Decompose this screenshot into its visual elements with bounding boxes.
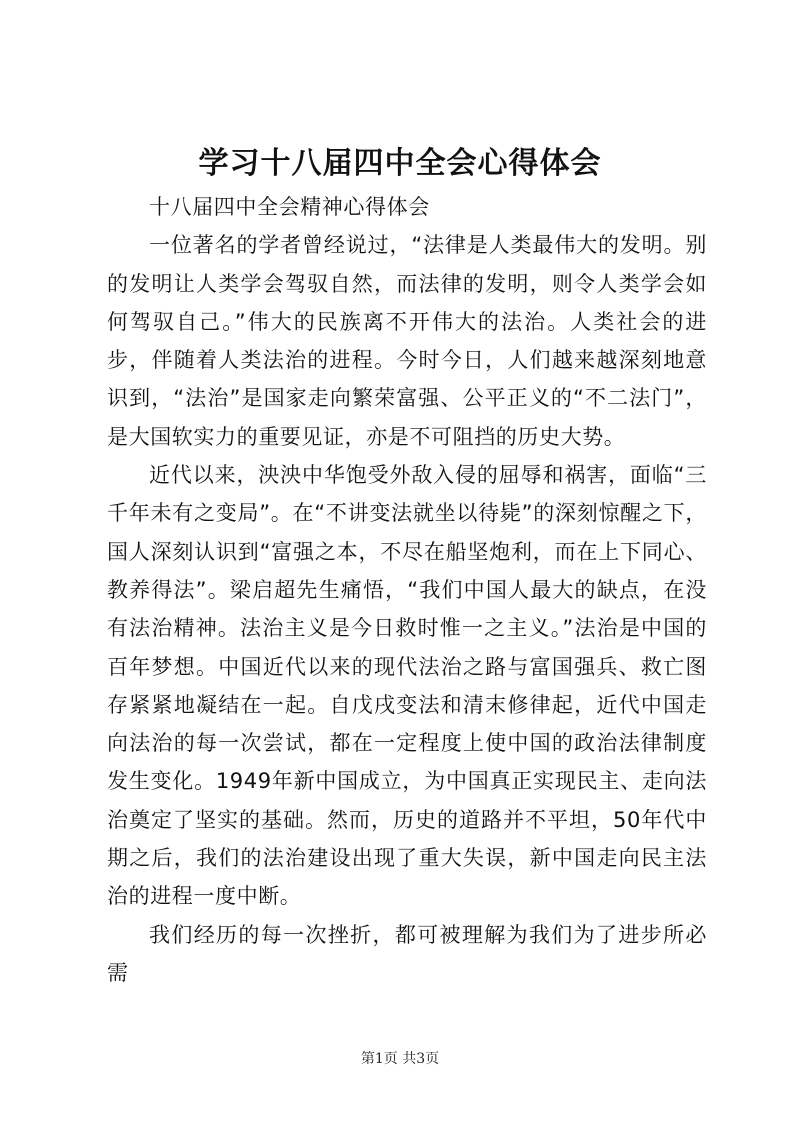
body-paragraph: 一位著名的学者曾经说过，“法律是人类最伟大的发明。别的发明让人类学会驾驭自然，而法律的发明，则令人类学会如何驾驭自己。”伟大的民族离不开伟大的法治。人类社会的进步，伴随着人类法治的进程。今时今日，人们越来越深刻地意识到，“法治”是国家走向繁荣富强、公平正义的“不二法门”，是大国软实力的重要见证，亦是不可阻挡的历史大势。	[107, 233, 707, 449]
body-paragraph: 近代以来，泱泱中华饱受外敌入侵的屈辱和祸害，面临“三千年未有之变局”。在“不讲变法就坐以待毙”的深刻惊醒之下，国人深刻认识到“富强之本，不尽在船坚炮利，而在上下同心、教养得法”。梁启超先生痛悟，“我们中国人最大的缺点，在没有法治精神。法治主义是今日救时惟一之主义。”法治是中国的百年梦想。中国近代以来的现代法治之路与富国强兵、救亡图存紧紧地凝结在一起。自戊戌变法和清末修律起，近代中国走向法治的每一次尝试，都在一定程度上使中国的政治法律制度发生变化。1949年新中国成立，为中国真正实现民主、走向法治奠定了坚实的基础。然而，历史的道路并不平坦，50年代中期之后，我们的法治建设出现了重大失误，新中国走向民主法治的进程一度中断。	[107, 463, 707, 909]
document-title: 学习十八届四中全会心得体会	[198, 146, 602, 181]
subtitle-paragraph: 十八届四中全会精神心得体会	[149, 195, 430, 219]
page-number-footer: 第1页 共3页	[360, 1051, 440, 1067]
body-paragraph: 我们经历的每一次挫折，都可被理解为我们为了进步所必需	[107, 922, 707, 985]
document-body	[107, 188, 707, 992]
